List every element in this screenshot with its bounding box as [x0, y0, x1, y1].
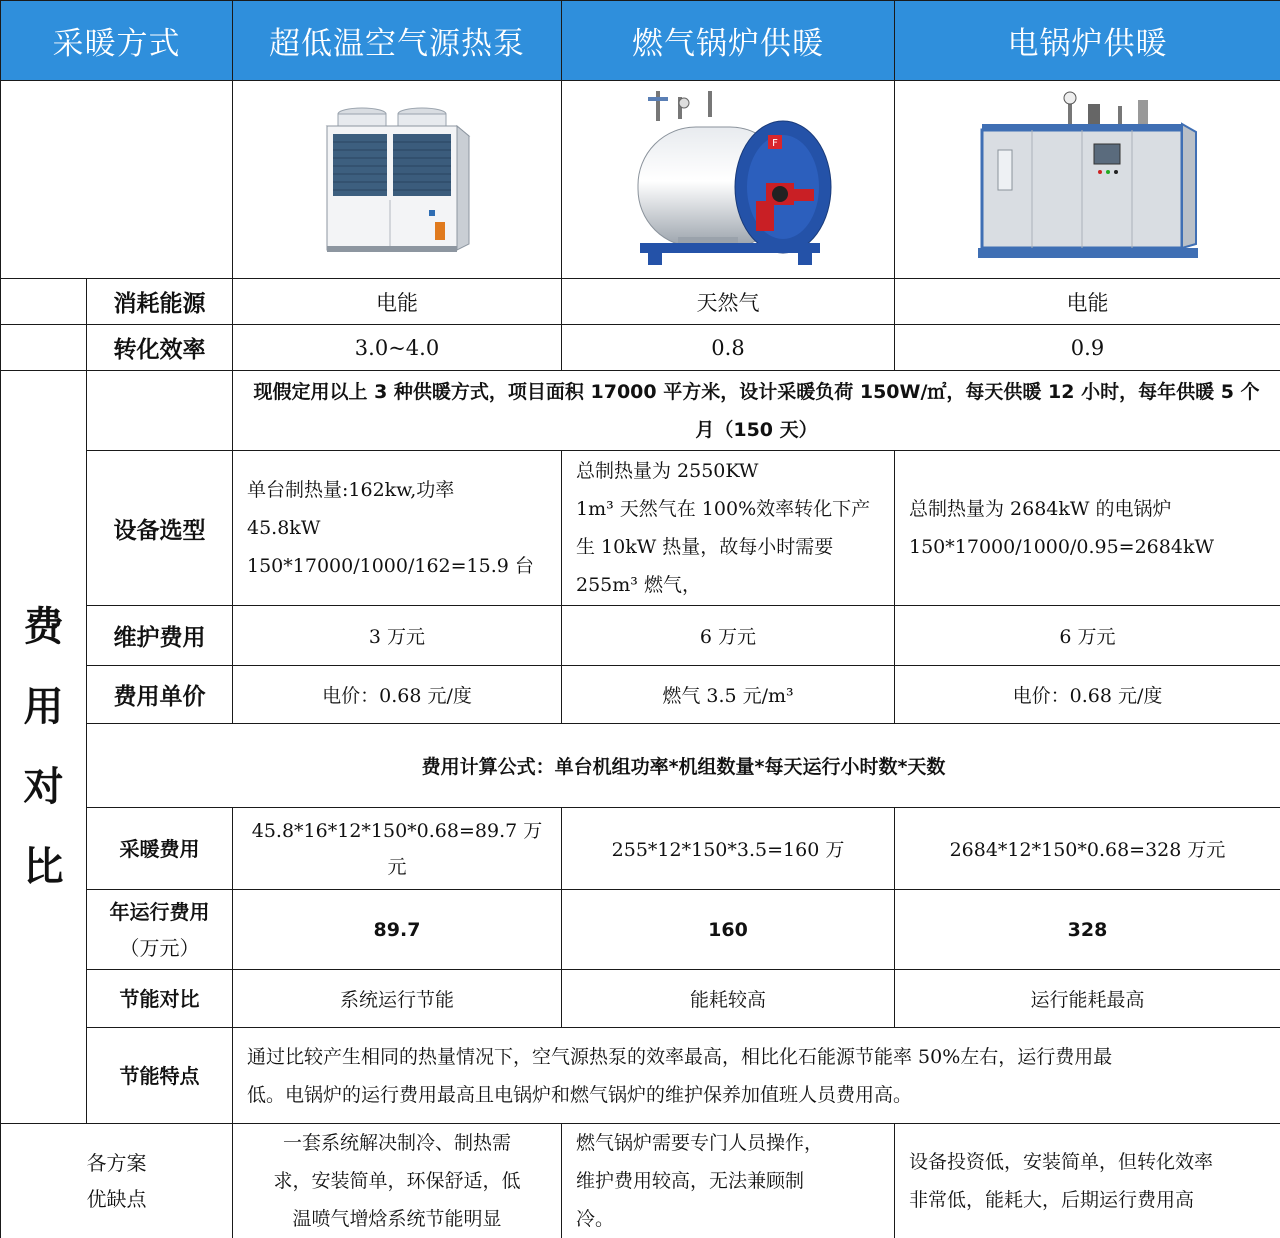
annual-cost-label-line-2: （万元） [119, 935, 200, 960]
energy-air-heat-pump: 电能 [233, 279, 562, 325]
unit-price-electric-boiler: 电价：0.68 元/度 [895, 666, 1280, 724]
energy-compare-gas-boiler: 能耗较高 [562, 970, 895, 1028]
row-efficiency [1, 325, 1280, 371]
features-text-line-1: 通过比较产生相同的热量情况下，空气源热泵的效率最高，相比化石能源节能率 50%左右，运行费用最 [247, 1045, 1113, 1068]
header-method: 采暖方式 [1, 1, 233, 81]
equipment-elec-line-1: 总制热量为 2684kW 的电锅炉 [909, 498, 1172, 520]
cost-comparison-side-label [1, 371, 87, 1124]
unit-price-gas-boiler: 燃气 3.5 元/m³ [562, 666, 895, 724]
unit-price-label: 费用单价 [87, 666, 233, 724]
air-heat-pump-image [233, 81, 562, 279]
annual-cost-label-line-1: 年运行费用 [109, 899, 210, 924]
unit-price-air-heat-pump: 电价：0.68 元/度 [233, 666, 562, 724]
header-electric-boiler: 电锅炉供暖 [895, 1, 1280, 81]
header-gas-boiler: 燃气锅炉供暖 [562, 1, 895, 81]
equipment-gas-line-1: 总制热量为 2550KW [576, 460, 759, 482]
side-label-char-1: 费 [23, 604, 64, 650]
energy-label: 消耗能源 [87, 279, 233, 325]
efficiency-air-heat-pump: 3.0~4.0 [233, 325, 562, 371]
side-label-char-3: 对 [23, 764, 64, 810]
heating-cost-air-line-1: 45.8*16*12*150*0.68=89.7 万 [251, 819, 543, 842]
pros-cons-gas-line-2: 维护费用较高，无法兼顾制 [576, 1170, 805, 1192]
assumption-label-blank [87, 371, 233, 451]
row-efficiency-blank [1, 325, 87, 371]
maintenance-air-heat-pump: 3 万元 [233, 606, 562, 666]
row-energy-compare [1, 970, 1280, 1028]
annual-cost-air-heat-pump: 89.7 [233, 890, 562, 970]
annual-cost-electric-boiler: 328 [895, 890, 1280, 970]
row-assumption [1, 371, 1280, 451]
heating-cost-electric-boiler: 2684*12*150*0.68=328 万元 [895, 808, 1280, 890]
row-energy [1, 279, 1280, 325]
equipment-air-heat-pump [233, 451, 562, 606]
equipment-gas-line-4: 255m³ 燃气， [576, 574, 701, 596]
side-label-char-2: 用 [23, 684, 64, 730]
energy-compare-label: 节能对比 [87, 970, 233, 1028]
row-heating-cost [1, 808, 1280, 890]
formula-text: 费用计算公式：单台机组功率*机组数量*每天运行小时数*天数 [87, 724, 1280, 808]
image-row-blank [1, 81, 233, 279]
row-pros-cons [1, 1124, 1280, 1238]
electric-boiler-image [895, 81, 1280, 279]
equipment-elec-line-2: 150*17000/1000/0.95=2684kW [909, 536, 1214, 558]
efficiency-electric-boiler: 0.9 [895, 325, 1280, 371]
maintenance-gas-boiler: 6 万元 [562, 606, 895, 666]
svg-text:F: F [772, 137, 778, 149]
pros-cons-air-line-2: 求，安装简单，环保舒适，低 [273, 1170, 521, 1192]
assumption-text: 现假定用以上 3 种供暖方式，项目面积 17000 平方米，设计采暖负荷 150W/㎡，每天供暖 12 小时，每年供暖 5 个月（150 天） [233, 371, 1280, 451]
annual-cost-label [87, 890, 233, 970]
pros-cons-air-line-1: 一套系统解决制冷、制热需 [282, 1132, 511, 1154]
pros-cons-air-heat-pump [233, 1124, 562, 1238]
row-energy-blank [1, 279, 87, 325]
features-text [233, 1028, 1280, 1124]
efficiency-gas-boiler: 0.8 [562, 325, 895, 371]
pros-cons-elec-line-1: 设备投资低，安装简单，但转化效率 [909, 1151, 1214, 1173]
annual-cost-gas-boiler: 160 [562, 890, 895, 970]
pros-cons-label-line-2: 优缺点 [86, 1187, 147, 1211]
heating-cost-air-line-2: 元 [387, 855, 407, 878]
heating-cost-gas-boiler: 255*12*150*3.5=160 万 [562, 808, 895, 890]
equipment-gas-line-3: 生 10kW 热量，故每小时需要 [576, 536, 834, 558]
efficiency-label: 转化效率 [87, 325, 233, 371]
equipment-gas-line-2: 1m³ 天然气在 100%效率转化下产 [576, 498, 871, 520]
equipment-gas-boiler [562, 451, 895, 606]
header-row [1, 1, 1280, 81]
heating-cost-air-heat-pump [233, 808, 562, 890]
row-maintenance [1, 606, 1280, 666]
row-equipment [1, 451, 1280, 606]
equipment-air-line-2: 45.8kW [247, 517, 321, 539]
header-air-heat-pump: 超低温空气源热泵 [233, 1, 562, 81]
heating-cost-label: 采暖费用 [87, 808, 233, 890]
maintenance-label: 维护费用 [87, 606, 233, 666]
energy-electric-boiler: 电能 [895, 279, 1280, 325]
features-text-line-2: 低。电锅炉的运行费用最高且电锅炉和燃气锅炉的维护保养加值班人员费用高。 [247, 1083, 913, 1106]
energy-compare-electric-boiler: 运行能耗最高 [895, 970, 1280, 1028]
equipment-air-line-1: 单台制热量:162kw,功率 [247, 479, 455, 501]
pros-cons-gas-line-1: 燃气锅炉需要专门人员操作， [576, 1132, 824, 1154]
side-label-char-4: 比 [23, 844, 64, 890]
equipment-air-line-3: 150*17000/1000/162=15.9 台 [247, 555, 534, 577]
image-row [1, 81, 1280, 279]
energy-gas-boiler: 天然气 [562, 279, 895, 325]
features-label: 节能特点 [87, 1028, 233, 1124]
row-unit-price [1, 666, 1280, 724]
pros-cons-electric-boiler [895, 1124, 1280, 1238]
pros-cons-gas-line-3: 冷。 [576, 1208, 615, 1230]
pros-cons-air-line-3: 温喷气增焓系统节能明显 [292, 1208, 502, 1230]
pros-cons-label [1, 1124, 233, 1238]
pros-cons-elec-line-2: 非常低，能耗大，后期运行费用高 [909, 1189, 1195, 1211]
row-features [1, 1028, 1280, 1124]
row-annual-cost [1, 890, 1280, 970]
maintenance-electric-boiler: 6 万元 [895, 606, 1280, 666]
energy-compare-air-heat-pump: 系统运行节能 [233, 970, 562, 1028]
row-formula [1, 724, 1280, 808]
pros-cons-label-line-1: 各方案 [86, 1151, 147, 1175]
equipment-electric-boiler [895, 451, 1280, 606]
equipment-label: 设备选型 [87, 451, 233, 606]
pros-cons-gas-boiler [562, 1124, 895, 1238]
gas-boiler-image [562, 81, 895, 279]
